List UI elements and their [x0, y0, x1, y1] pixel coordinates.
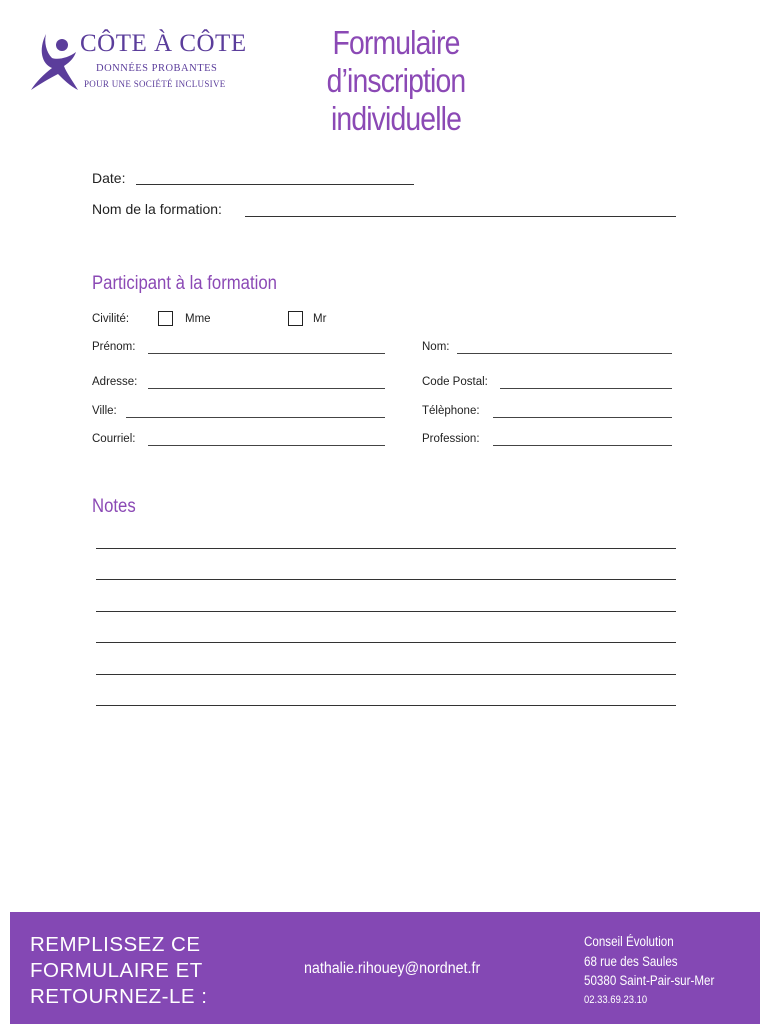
- notes-heading: Notes: [92, 496, 136, 517]
- form-title-line2: individuelle: [330, 100, 462, 137]
- notes-line[interactable]: [96, 579, 676, 580]
- last-name-label: Nom:: [422, 341, 450, 353]
- last-name-field[interactable]: [457, 353, 672, 354]
- logo-subtitle: DONNÉES PROBANTES: [96, 63, 218, 74]
- mme-label: Mme: [185, 313, 211, 325]
- form-title: [267, 24, 525, 138]
- logo-figure-icon: [28, 30, 80, 94]
- logo-title: CÔTE À CÔTE: [80, 30, 247, 57]
- logo-tagline: POUR UNE SOCIÉTÉ INCLUSIVE: [84, 79, 226, 89]
- profession-field[interactable]: [493, 445, 672, 446]
- contact-address: [584, 932, 714, 1010]
- postal-code-label: Code Postal:: [422, 376, 488, 388]
- contact-email[interactable]: nathalie.rihouey@nordnet.fr: [304, 960, 481, 977]
- mr-label: Mr: [313, 313, 327, 325]
- civility-label: Civilité:: [92, 313, 130, 325]
- cta-line-2: FORMULAIRE ET: [30, 959, 203, 982]
- first-name-label: Prénom:: [92, 341, 136, 353]
- mr-checkbox[interactable]: [288, 311, 303, 326]
- first-name-field[interactable]: [148, 353, 385, 354]
- notes-line[interactable]: [96, 611, 676, 612]
- training-name-label: Nom de la formation:: [92, 201, 222, 217]
- form-title-line1: Formulaire d’inscription: [326, 24, 466, 99]
- postal-code-field[interactable]: [500, 388, 672, 389]
- cta-line-1: REMPLISSEZ CE: [30, 933, 201, 956]
- footer-call-to-action: [30, 932, 207, 1010]
- participant-heading: Participant à la formation: [92, 273, 277, 294]
- training-name-field[interactable]: [245, 216, 676, 217]
- notes-line[interactable]: [96, 674, 676, 675]
- contact-phone: 02.33.69.23.10: [584, 993, 648, 1006]
- address-field[interactable]: [148, 388, 385, 389]
- notes-line[interactable]: [96, 705, 676, 706]
- city-field[interactable]: [126, 417, 385, 418]
- email-field[interactable]: [148, 445, 385, 446]
- cta-line-3: RETOURNEZ-LE :: [30, 985, 208, 1008]
- email-label: Courriel:: [92, 433, 136, 445]
- org-name: Conseil Évolution: [584, 934, 674, 949]
- city-address: 50380 Saint-Pair-sur-Mer: [584, 973, 715, 988]
- profession-label: Profession:: [422, 433, 480, 445]
- street-address: 68 rue des Saules: [584, 953, 678, 969]
- mme-checkbox[interactable]: [158, 311, 173, 326]
- date-field[interactable]: [136, 184, 414, 185]
- notes-line[interactable]: [96, 642, 676, 643]
- date-label: Date:: [92, 170, 126, 186]
- notes-line[interactable]: [96, 548, 676, 549]
- city-label: Ville:: [92, 405, 117, 417]
- phone-label: Télèphone:: [422, 405, 480, 417]
- phone-field[interactable]: [493, 417, 672, 418]
- address-label: Adresse:: [92, 376, 138, 388]
